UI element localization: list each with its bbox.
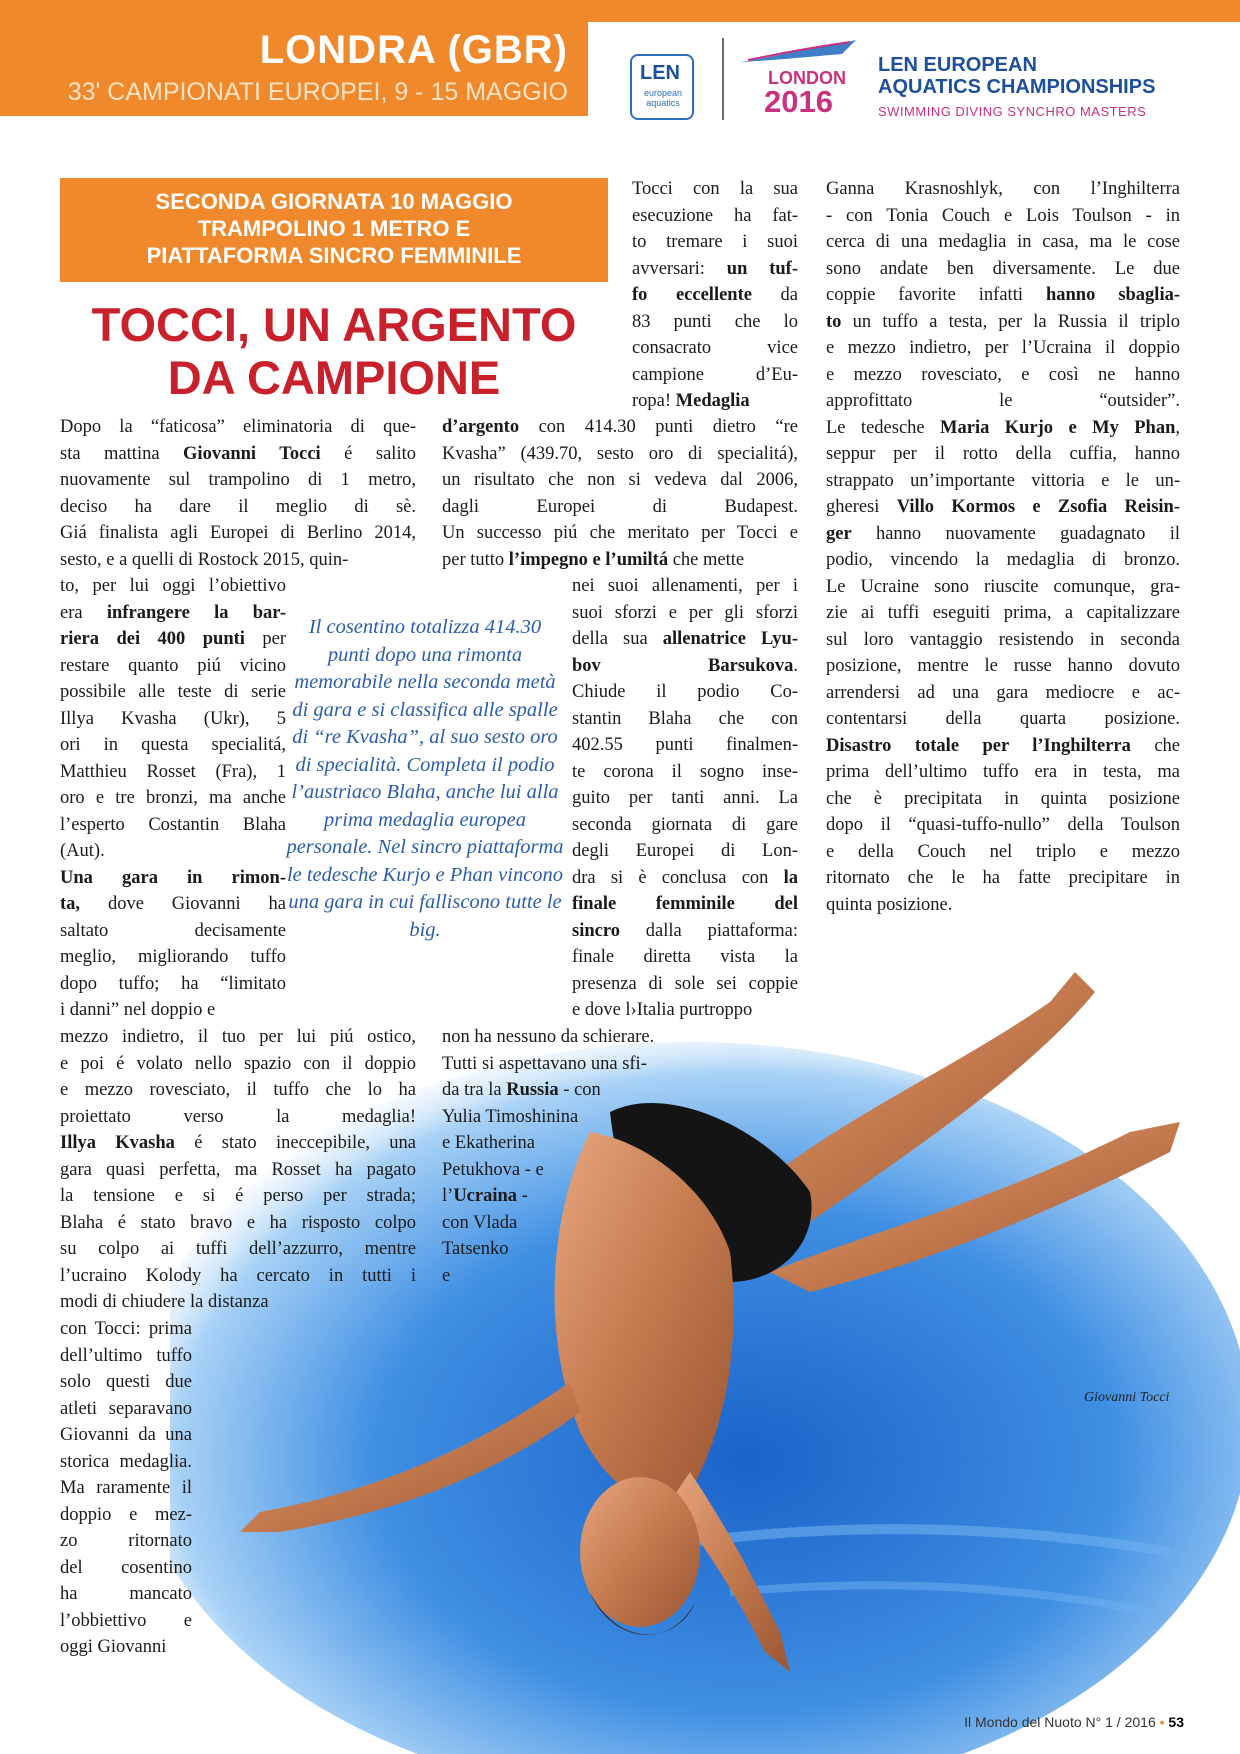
article-headline: TOCCI, UN ARGENTO DA CAMPIONE — [91, 298, 577, 404]
text-line: l’obbiettivo e — [60, 1610, 192, 1631]
len-logo-subtext: european aquatics — [643, 88, 683, 108]
text-line: ori in questa specialitá, — [60, 735, 286, 755]
text-line: posizione, mentre le russe hanno dovuto — [826, 656, 1180, 676]
text-line: dagli Europei di Budapest. — [442, 496, 798, 517]
header-title: LONDRA (GBR) — [259, 28, 568, 72]
text-line: che è precipitata in quinta posizione — [826, 788, 1180, 809]
text-line: coppie favorite infatti hanno sbaglia- — [826, 285, 1180, 305]
text-line: della sua allenatrice Lyu- — [572, 629, 798, 649]
body-col1-block3 — [60, 1024, 416, 1316]
header-title-box — [0, 22, 588, 116]
header-band — [0, 0, 1240, 22]
text-line: era infrangere la bar- — [60, 602, 286, 623]
page-number: 53 — [1168, 1714, 1184, 1730]
text-line: arrendersi ad una gara mediocre e ac- — [826, 682, 1180, 703]
text-line: mezzo indietro, il tuo per lui piú ostico, — [60, 1027, 416, 1047]
photo-caption: Giovanni Tocci — [1084, 1390, 1170, 1405]
text-line: ritornato che le ha fatte precipitare in — [826, 868, 1180, 888]
text-line: zie ai tuffi eseguiti prima, a capitalizzare — [826, 603, 1180, 623]
text-line: Le tedesche Maria Kurjo e My Phan, — [826, 417, 1180, 438]
text-line: Tutti si aspettavano una sfi- — [442, 1053, 647, 1074]
text-line: sta mattina Giovanni Tocci é salito — [60, 443, 416, 464]
section-box — [60, 178, 608, 282]
text-line: deciso ha dare il meglio di sè. — [60, 496, 416, 517]
text-line: Dopo la “faticosa” eliminatoria di que- — [60, 417, 416, 437]
text-line: su colpo ai tuffi dell’azzurro, mentre — [60, 1239, 416, 1259]
len-logo — [630, 54, 694, 120]
text-line: meglio, migliorando tuffo — [60, 947, 286, 967]
text-line: Giá finalista agli Europei di Berlino 2014, — [60, 523, 416, 543]
text-line: 83 punti che lo — [632, 311, 798, 332]
text-line: gheresi Villo Kormos e Zsofia Reisin- — [826, 497, 1180, 517]
footer-magazine: Il Mondo del Nuoto N° 1 / 2016 — [964, 1714, 1156, 1730]
text-line: e mezzo rovesciato, e così ne hanno — [826, 364, 1180, 385]
text-line: dopo tuffo; ha “limitato — [60, 973, 286, 994]
text-line: per tutto l’impegno e l’umiltá che mette — [442, 549, 745, 570]
header-subtitle: 33' CAMPIONATI EUROPEI, 9 - 15 MAGGIO — [67, 78, 568, 106]
text-line: Chiude il podio Co- — [572, 682, 798, 702]
text-line: zo ritornato — [60, 1531, 192, 1551]
text-line: ha mancato — [60, 1584, 192, 1604]
text-line: stantin Blaha che con — [572, 708, 798, 729]
text-line: - con Tonia Couch e Lois Toulson - in — [826, 205, 1180, 226]
text-line: suoi sforzi e per gli sforzi — [572, 602, 798, 623]
text-line: Yulia Timoshinina — [442, 1106, 579, 1127]
body-col2-block1 — [632, 176, 798, 415]
text-line: gara quasi perfetta, ma Rosset ha pagato — [60, 1159, 416, 1180]
text-line: dell’ultimo tuffo — [60, 1345, 192, 1366]
text-line: cerca di una medaglia in casa, ma le cose — [826, 232, 1180, 252]
page-footer — [964, 1714, 1184, 1730]
text-line: Una gara in rimon- — [60, 867, 286, 888]
text-line: to tremare i suoi — [632, 232, 798, 252]
text-line: Petukhova - e — [442, 1159, 544, 1180]
text-line: Illya Kvasha é stato ineccepibile, una — [60, 1133, 417, 1153]
text-line: modi di chiudere la distanza — [60, 1292, 269, 1312]
text-line: seconda giornata di gare — [572, 814, 798, 835]
text-line: esecuzione ha fat- — [632, 205, 798, 226]
text-line: e della Couch nel triplo e mezzo — [826, 841, 1180, 862]
text-line: storica medaglia. — [60, 1451, 192, 1472]
text-line: la tensione e si é perso per strada; — [60, 1186, 416, 1206]
text-line: Blaha é stato bravo e ha risposto colpo — [60, 1212, 416, 1233]
text-line: nei suoi allenamenti, per i — [572, 576, 798, 596]
text-line: finale femminile del — [572, 894, 798, 914]
text-line: oro e tre bronzi, ma anche — [60, 788, 286, 808]
text-line: e Ekatherina — [442, 1133, 535, 1153]
text-line: approfittato le “outsider”. — [826, 391, 1180, 411]
text-line: Kvasha” (439.70, sesto oro di specialitá), — [442, 443, 798, 464]
text-line: e poi é volato nello spazio con il doppio — [60, 1053, 416, 1074]
text-line: Disastro totale per l’Inghilterra che — [826, 735, 1180, 756]
body-col1-block2 — [60, 573, 286, 1024]
text-line: Tatsenko — [442, 1239, 509, 1259]
text-line: quinta posizione. — [826, 894, 953, 915]
text-line: con Vlada — [442, 1212, 518, 1233]
text-line: campione d’Eu- — [632, 364, 798, 385]
text-line: prima dell’ultimo tuffo era in testa, ma — [826, 762, 1180, 782]
text-line: seppur per il rotto della cuffia, hanno — [826, 444, 1180, 464]
len-logo-text: LEN — [640, 62, 680, 84]
text-line: sono andate ben diversamente. Le due — [826, 258, 1180, 279]
text-line: ta, dove Giovanni ha — [60, 894, 286, 914]
text-line: Tocci con la sua — [632, 179, 798, 199]
text-line: sincro dalla piattaforma: — [572, 920, 798, 941]
text-line: riera dei 400 punti per — [60, 629, 286, 649]
text-line: ger hanno nuovamente guadagnato il — [826, 523, 1180, 544]
text-line: possibile alle teste di serie — [60, 682, 286, 702]
text-line: del cosentino — [60, 1557, 192, 1578]
body-col1-block1 — [60, 414, 416, 573]
text-line: e mezzo indietro, per l’Ucraina il doppio — [826, 338, 1180, 358]
body-col1-block4 — [60, 1316, 192, 1661]
text-line: i danni” nel doppio e — [60, 1000, 216, 1020]
text-line: Illya Kvasha (Ukr), 5 — [60, 708, 286, 729]
text-line: presenza di sole sei coppie — [572, 973, 798, 994]
text-line: solo questi due — [60, 1372, 192, 1392]
text-line: finale diretta vista la — [572, 947, 798, 967]
text-line: oggi Giovanni — [60, 1637, 167, 1657]
championship-tagline: SWIMMING DIVING SYNCHRO MASTERS — [878, 104, 1147, 119]
text-line: Ma raramente il — [60, 1478, 192, 1498]
text-line: Un successo piú che meritato per Tocci e — [442, 523, 798, 543]
body-col2-block2 — [442, 414, 798, 573]
text-line: dra si è conclusa con la — [572, 867, 798, 888]
body-col2-block4 — [442, 1024, 680, 1289]
text-line: degli Europei di Lon- — [572, 841, 798, 861]
london-logo-word: LONDON — [768, 68, 846, 88]
text-line: to, per lui oggi l’obiettivo — [60, 576, 286, 596]
text-line: doppio e mez- — [60, 1504, 192, 1525]
text-line: sesto, e a quelli di Rostock 2015, quin- — [60, 549, 349, 570]
text-line: to un tuffo a testa, per la Russia il triplo — [826, 311, 1180, 332]
text-line: l’Ucraina - — [442, 1186, 528, 1206]
text-line: fo eccellente da — [632, 285, 798, 305]
text-line: avversari: un tuf- — [632, 258, 798, 279]
text-line: guito per tanti anni. La — [572, 788, 798, 808]
text-line: strappato un’importante vittoria e le un- — [826, 470, 1180, 491]
text-line: 402.55 punti finalmen- — [572, 735, 798, 755]
text-line: podio, vincendo la medaglia di bronzo. — [826, 550, 1180, 570]
text-line: nuovamente sul trampolino di 1 metro, — [60, 470, 416, 490]
london-2016-wing-icon — [738, 36, 858, 66]
text-line: Matthieu Rosset (Fra), 1 — [60, 761, 286, 782]
text-line: atleti separavano — [60, 1398, 192, 1419]
text-line: ropa! Medaglia — [632, 391, 750, 411]
text-line: non ha nessuno da schierare. — [442, 1027, 655, 1047]
championship-name: LEN EUROPEAN AQUATICS CHAMPIONSHIPS — [878, 54, 1156, 98]
text-line: Le Ucraine sono riuscite comunque, gra- — [826, 576, 1180, 597]
text-line: Ganna Krasnoshlyk, con l’Inghilterra — [826, 179, 1180, 199]
pull-quote: Il cosentino totalizza 414.30 punti dopo una rimonta memorabile nella seconda metà di gara e si classifica alle spalle di “re Kvasha”, al suo sesto oro di specialità. Completa il podio l’austriaco Blaha, anche lui alla prima medaglia europea personale. Nel sincro piattaforma le tedesche Kurjo e Phan vincono una gara in cui falliscono tutte le big. — [286, 616, 564, 941]
text-line: bov Barsukova. — [572, 655, 798, 676]
text-line: l’ucraino Kolody ha cercato in tutti i — [60, 1265, 416, 1286]
text-line: te corona il sogno inse- — [572, 761, 798, 782]
text-line: consacrato vice — [632, 338, 798, 358]
body-col2-block3 — [572, 573, 798, 1024]
text-line: (Aut). — [60, 841, 105, 861]
text-line: restare quanto piú vicino — [60, 655, 286, 676]
text-line: un risultato che non si vedeva dal 2006, — [442, 470, 798, 490]
text-line: proiettato verso la medaglia! — [60, 1106, 416, 1127]
text-line: con Tocci: prima — [60, 1319, 192, 1339]
text-line: dopo il “quasi-tuffo-nullo” della Toulson — [826, 815, 1180, 835]
text-line: l’esperto Costantin Blaha — [60, 814, 286, 835]
logo-divider — [722, 38, 724, 120]
footer-separator: • — [1159, 1714, 1169, 1730]
body-col3 — [826, 176, 1180, 918]
section-title: SECONDA GIORNATA 10 MAGGIO TRAMPOLINO 1 METRO E PIATTAFORMA SINCRO FEMMINILE — [146, 189, 522, 268]
text-line: e dove l›Italia purtroppo — [572, 1000, 753, 1020]
text-line: da tra la Russia - con — [442, 1080, 601, 1100]
text-line: e — [442, 1265, 451, 1286]
london-logo-year: 2016 — [764, 84, 833, 119]
text-line: contentarsi della quarta posizione. — [826, 709, 1180, 729]
text-line: Giovanni da una — [60, 1425, 192, 1445]
text-line: sul loro vantaggio resistendo in seconda — [826, 629, 1180, 650]
text-line: e mezzo rovesciato, il tuffo che lo ha — [60, 1080, 416, 1100]
text-line: saltato decisamente — [60, 920, 286, 941]
text-line: d’argento con 414.30 punti dietro “re — [442, 417, 798, 437]
